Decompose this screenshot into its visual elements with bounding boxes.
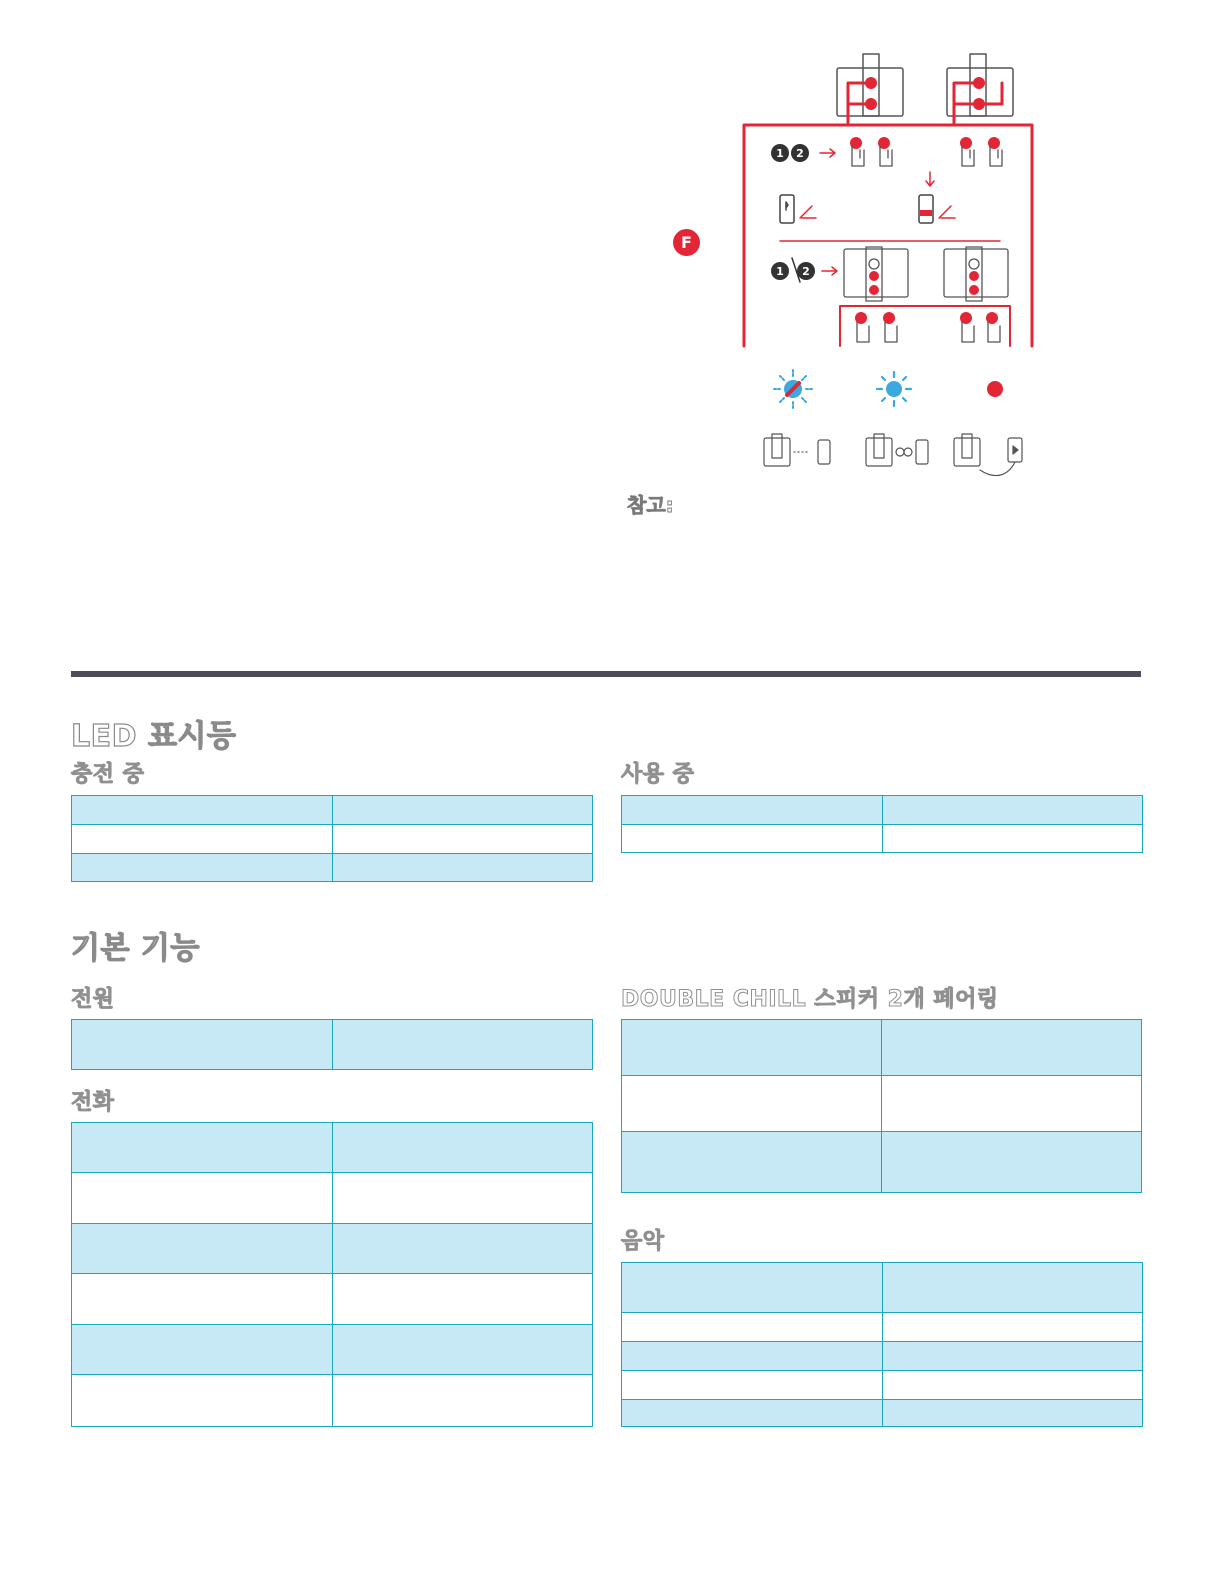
playback-wired-icon: [954, 434, 1022, 476]
pairing-table: [621, 1019, 1142, 1193]
table-row: [72, 1325, 592, 1375]
speaker-left-mid-icon: [844, 247, 908, 301]
figure-marker-label: F: [681, 233, 692, 252]
pairing-mode-icon: [764, 434, 830, 466]
table-row: [622, 1313, 1142, 1342]
led-solid-red-icon: [987, 381, 1003, 397]
music-table: [621, 1262, 1143, 1427]
call-title: 전화: [71, 1090, 115, 1115]
led-section-title: LED 표시등: [71, 719, 237, 754]
table-row: [622, 1400, 1142, 1426]
table-row: [72, 1224, 592, 1274]
table-row: [622, 796, 1142, 825]
pairing-title: DOUBLE CHILL 스피커 2개 페어링: [621, 987, 999, 1012]
music-title: 음악: [621, 1229, 665, 1254]
pairing-illustration: [740, 50, 1040, 480]
in-use-table: [621, 795, 1143, 853]
table-row: [72, 1020, 592, 1069]
table-row: [72, 1375, 592, 1426]
figure-marker-f: [673, 229, 700, 256]
in-use-title: 사용 중: [621, 762, 695, 787]
table-row: [622, 1263, 1142, 1313]
led-solid-blue-icon: [877, 372, 911, 406]
section-divider: [71, 671, 1141, 677]
table-row: [72, 1123, 592, 1173]
led-blinking-red-blue-icon: [774, 370, 812, 408]
step-number-label: 2: [802, 265, 810, 278]
table-row: [622, 1371, 1142, 1400]
double-press-hands-icon: [850, 137, 1002, 166]
power-title: 전원: [71, 987, 115, 1012]
table-row: [622, 1132, 1141, 1192]
table-row: [622, 825, 1142, 852]
basic-section-title: 기본 기능: [71, 931, 200, 966]
phone-bluetooth-icon: [780, 195, 816, 223]
table-row: [622, 1342, 1142, 1371]
step-number-label: 1: [776, 265, 784, 278]
table-row: [72, 854, 592, 881]
table-row: [72, 1173, 592, 1224]
call-table: [71, 1122, 593, 1427]
charging-title: 충전 중: [71, 762, 145, 787]
table-row: [72, 1274, 592, 1325]
note-label: 참고:: [627, 493, 674, 517]
table-row: [622, 1020, 1141, 1076]
table-row: [72, 825, 592, 854]
table-row: [72, 796, 592, 825]
paired-chain-icon: [866, 434, 928, 466]
speaker-right-mid-icon: [944, 247, 1008, 301]
phone-question-icon: [919, 195, 955, 223]
step-number-label: 2: [796, 147, 804, 160]
power-table: [71, 1019, 593, 1070]
charging-table: [71, 795, 593, 882]
step-number-label: 1: [776, 147, 784, 160]
table-row: [622, 1076, 1141, 1132]
